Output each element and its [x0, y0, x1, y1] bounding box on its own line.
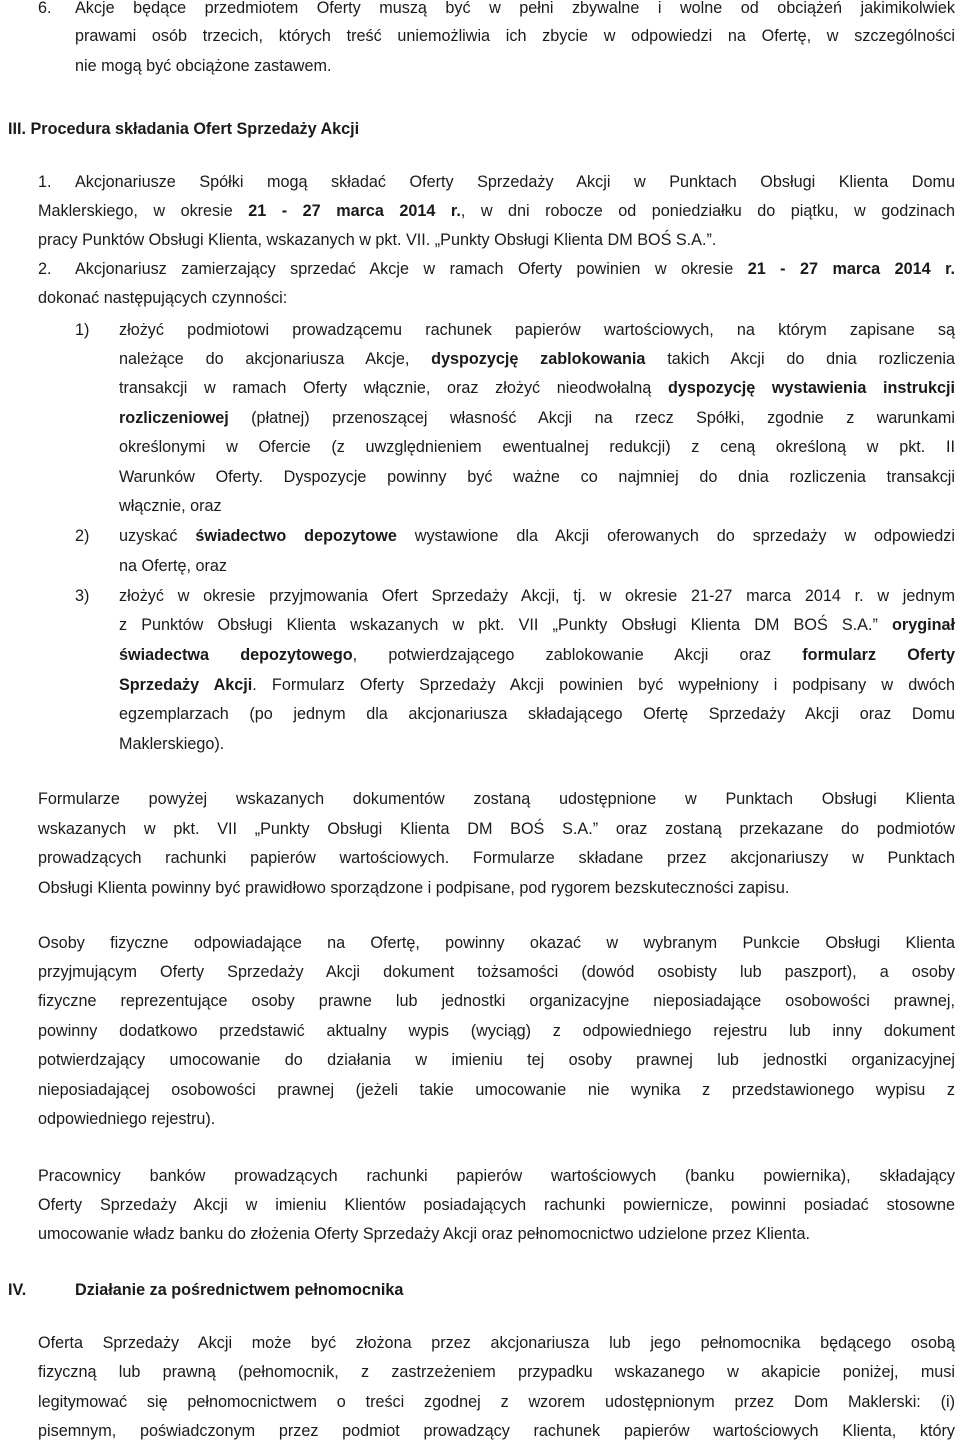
paragraph-line: nie mogą być obciążone zastawem.	[75, 57, 332, 75]
paragraph-line: pracy Punktów Obsługi Klienta, wskazanych w pkt. VII. „Punkty Obsługi Klienta DM BOŚ S.A.”.	[38, 231, 717, 249]
paragraph-line: egzemplarzach (po jednym dla akcjonariusza składającego Ofertę Sprzedaży Akcji oraz Domu	[119, 705, 955, 723]
subitem-number: 2)	[75, 527, 90, 545]
paragraph-line: Formularze powyżej wskazanych dokumentów zostaną udostępnione w Punktach Obsługi Klienta	[38, 790, 955, 808]
paragraph-line: Akcjonariusze Spółki mogą składać Oferty Sprzedaży Akcji w Punktach Obsługi Klienta Domu	[75, 173, 955, 191]
paragraph-line: rozliczeniowej (płatnej) przenoszącej własność Akcji na rzecz Spółki, zgodnie z warunkami	[119, 409, 955, 427]
paragraph-line: na Ofertę, oraz	[119, 557, 227, 575]
section-heading: III. Procedura składania Ofert Sprzedaży Akcji	[8, 120, 360, 138]
paragraph-line: fizyczne reprezentujące osoby prawne lub jednostki organizacyjne nieposiadające osobowości prawnej,	[38, 992, 955, 1010]
item-number: 6.	[38, 0, 52, 17]
paragraph-line: należące do akcjonariusza Akcje, dyspozycję zablokowania takich Akcji do dnia rozliczenia	[119, 350, 955, 368]
paragraph-line: przyjmującym Oferty Sprzedaży Akcji dokument tożsamości (dowód osobisty lub paszport), a osoby	[38, 963, 955, 981]
subitem-number: 1)	[75, 321, 90, 339]
paragraph-line: transakcji w ramach Oferty włącznie, oraz złożyć nieodwołalną dyspozycję wystawienia instrukcji	[119, 379, 955, 397]
paragraph-line: Pracownicy banków prowadzących rachunki papierów wartościowych (banku powiernika), składający	[38, 1167, 955, 1185]
paragraph-line: Maklerskiego).	[119, 735, 225, 753]
paragraph-line: Obsługi Klienta powinny być prawidłowo sporządzone i podpisane, pod rygorem bezskuteczności zapisu.	[38, 879, 790, 897]
paragraph-line: potwierdzający umocowanie do działania w imieniu tej osoby prawnej lub jednostki organizacyjnej	[38, 1051, 955, 1069]
subitem-number: 3)	[75, 587, 90, 605]
paragraph-line: świadectwa depozytowego, potwierdzającego zablokowanie Akcji oraz formularz Oferty	[119, 646, 955, 664]
paragraph-line: Warunków Oferty. Dyspozycje powinny być ważne co najmniej do dnia rozliczenia transakcji	[119, 468, 955, 486]
paragraph-line: uzyskać świadectwo depozytowe wystawione dla Akcji oferowanych do sprzedaży w odpowiedzi	[119, 527, 955, 545]
section-number: IV.	[8, 1281, 27, 1299]
paragraph-line: legitymować się pełnomocnictwem o treści zgodnej z wzorem udostępnionym przez Dom Maklerski: (i)	[38, 1393, 955, 1411]
paragraph-line: złożyć w okresie przyjmowania Ofert Sprzedaży Akcji, tj. w okresie 21-27 marca 2014 r. w jednym	[119, 587, 955, 605]
paragraph-line: Akcjonariusz zamierzający sprzedać Akcje w ramach Oferty powinien w okresie 21 - 27 marca 2014 r.	[75, 260, 955, 278]
paragraph-line: wskazanych w pkt. VII „Punkty Obsługi Klienta DM BOŚ S.A.” oraz zostaną przekazane do podmiotów	[38, 820, 955, 838]
section-heading: Działanie za pośrednictwem pełnomocnika	[75, 1281, 404, 1299]
paragraph-line: umocowanie władz banku do złożenia Oferty Sprzedaży Akcji oraz pełnomocnictwo udzielone przez Klienta.	[38, 1225, 811, 1243]
paragraph-line: odpowiedniego rejestru).	[38, 1110, 216, 1128]
paragraph-line: z Punktów Obsługi Klienta wskazanych w pkt. VII „Punkty Obsługi Klienta DM BOŚ S.A.” oryginał	[119, 616, 955, 634]
item-number: 2.	[38, 260, 52, 278]
paragraph-line: Maklerskiego, w okresie 21 - 27 marca 2014 r., w dni robocze od poniedziałku do piątku, w godzinach	[38, 202, 955, 220]
paragraph-line: określonymi w Ofercie (z uwzględnieniem ewentualnej redukcji) z ceną określoną w pkt. II	[119, 438, 955, 456]
paragraph-line: powinny dodatkowo przedstawić aktualny wypis (wyciąg) z odpowiedniego rejestru lub inny dokument	[38, 1022, 955, 1040]
paragraph-line: Akcje będące przedmiotem Oferty muszą być w pełni zbywalne i wolne od obciążeń jakimikolwiek	[75, 0, 955, 17]
paragraph-line: Oferta Sprzedaży Akcji może być złożona przez akcjonariusza lub jego pełnomocnika będącego osobą	[38, 1334, 955, 1352]
item-number: 1.	[38, 173, 52, 191]
paragraph-line: prowadzących rachunki papierów wartościowych. Formularze składane przez akcjonariuszy w Punktach	[38, 849, 955, 867]
paragraph-line: prawami osób trzecich, których treść uniemożliwia ich zbycie w odpowiedzi na Ofertę, w szczególności	[75, 27, 955, 45]
paragraph-line: złożyć podmiotowi prowadzącemu rachunek papierów wartościowych, na którym zapisane są	[119, 321, 955, 339]
paragraph-line: nieposiadającej osobowości prawnej (jeżeli takie umocowanie nie wynika z przedstawionego wypisu z	[38, 1081, 955, 1099]
paragraph-line: włącznie, oraz	[119, 497, 222, 515]
paragraph-line: dokonać następujących czynności:	[38, 289, 288, 307]
paragraph-line: pisemnym, poświadczonym przez podmiot prowadzący rachunek papierów wartościowych Klienta, który	[38, 1422, 955, 1440]
paragraph-line: Osoby fizyczne odpowiadające na Ofertę, powinny okazać w wybranym Punkcie Obsługi Klienta	[38, 934, 955, 952]
paragraph-line: Oferty Sprzedaży Akcji w imieniu Klientów posiadających rachunki powiernicze, powinni posiadać stosowne	[38, 1196, 955, 1214]
paragraph-line: Sprzedaży Akcji. Formularz Oferty Sprzedaży Akcji powinien być wypełniony i podpisany w dwóch	[119, 676, 955, 694]
paragraph-line: fizyczną lub prawną (pełnomocnik, z zastrzeżeniem przypadku wskazanego w akapicie poniżej, musi	[38, 1363, 955, 1381]
